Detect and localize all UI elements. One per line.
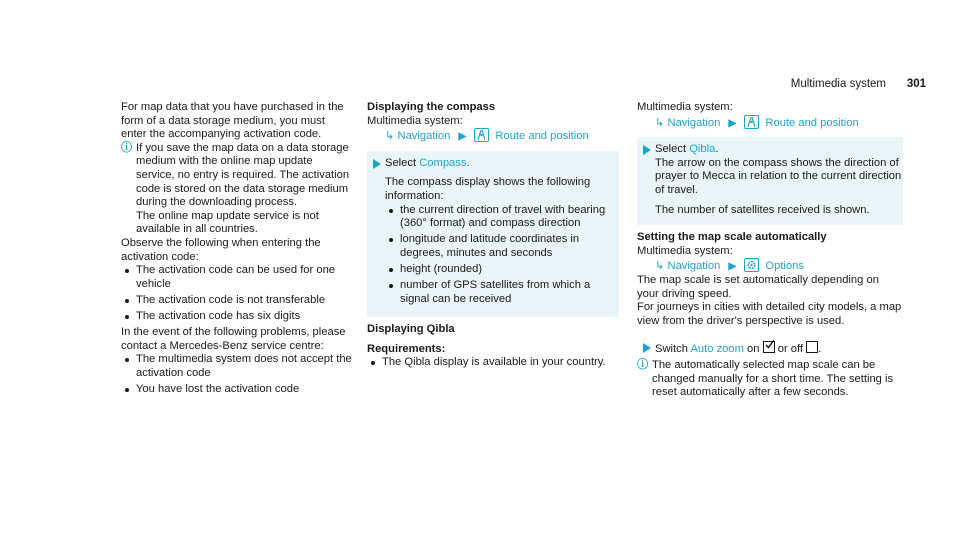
step-arrow-icon [373,159,381,169]
list-item: longitude and latitude coordinates in degrees, minutes and seconds [385,233,619,260]
select-instruction: Select Compass. [385,156,470,169]
page-number: 301 [906,78,926,90]
system-label-2: Multimedia system: [637,244,733,257]
satellite-text: The number of satellites received is shown. [655,203,870,216]
requirements-label: Requirements: [367,342,446,355]
navigation-link[interactable]: Navigation [667,116,721,129]
chevron-right-icon: ▶ [458,131,467,143]
display-text: The compass display shows the following information: [385,176,591,202]
step-block [367,151,619,317]
route-icon [744,115,759,129]
route-position-link[interactable]: Route and position [495,130,589,143]
observe-paragraph: Observe the following when entering the activation code: [121,236,321,263]
chevron-right-icon: ▶ [728,117,737,129]
list-item: number of GPS satellites from which a signal can be received [385,279,619,306]
system-label: Multimedia system: [637,101,733,113]
list-item: The Qibla display is available in your country. [367,356,619,370]
intro-paragraph: For map data that you have purchased in the form of a data storage medium, you must enter the accompanying activation code. [121,101,344,141]
route-icon [474,128,489,142]
navigation-link[interactable]: Navigation [397,130,451,143]
journeys-text: For journeys in cities with detailed city models, a map view from the driver's perspective is used. [637,301,902,327]
options-link[interactable]: Options [765,260,804,273]
problem-list [121,353,353,396]
navigation-link[interactable]: Navigation [667,260,721,273]
auto-text: The map scale is set automatically depending on your driving speed. [637,273,879,300]
info-note [121,142,353,237]
step-block [637,137,903,225]
section-title: Multimedia system [790,78,886,90]
switch-instruction: Switch Auto zoom on or off . [655,341,903,357]
list-item: height (rounded) [385,263,619,277]
path-arrow-icon: ↳ [385,130,395,143]
column-3 [637,101,903,400]
requirements-list [367,356,619,370]
checked-box-icon [763,341,775,353]
column-1 [121,101,353,399]
list-item: The activation code is not transferable [121,294,353,308]
system-label: Multimedia system: [367,114,463,127]
auto-zoom-link[interactable]: Auto zoom [690,343,744,356]
qibla-heading: Displaying Qibla [367,323,455,336]
arrow-text: The arrow on the compass shows the direction of prayer to Mecca in relation to the current direction of travel. [655,156,902,196]
step-block-2 [637,335,903,359]
gear-icon [744,258,759,272]
menu-path-2 [637,258,903,274]
list-item: The activation code has six digits [121,310,353,324]
select-instruction: Select Qibla. [655,143,719,156]
activation-list [121,264,353,324]
info-icon: ⓘ [637,358,649,371]
list-item: the current direction of travel with bearing (360° format) and compass direction [385,204,619,231]
note-text-2: The online map update service is not available in all countries. [136,209,319,236]
info-icon: ⓘ [121,141,133,154]
chevron-right-icon: ▶ [728,261,737,273]
list-item: The multimedia system does not accept the activation code [121,353,353,380]
menu-path [637,115,903,131]
route-position-link[interactable]: Route and position [765,116,859,129]
map-scale-heading: Setting the map scale automatically [637,231,827,244]
step-arrow-icon [643,145,651,155]
path-arrow-icon: ↳ [655,260,665,273]
event-paragraph: In the event of the following problems, please contact a Mercedes-Benz service centre: [121,326,346,352]
unchecked-box-icon [806,341,818,353]
list-item: You have lost the activation code [121,383,353,397]
note-text: The automatically selected map scale can be changed manually for a short time. The setting is reset automatically after a few seconds. [652,358,894,399]
menu-path [367,128,619,144]
path-arrow-icon: ↳ [655,116,665,129]
info-note [637,359,903,400]
list-item: The activation code can be used for one vehicle [121,264,353,291]
column-2 [367,101,619,372]
compass-link[interactable]: Compass [419,156,467,169]
qibla-link[interactable]: Qibla [689,143,716,156]
compass-info-list [385,204,619,307]
step-arrow-icon [643,343,651,353]
note-text: If you save the map data on a data storage medium with the online map update service, no entry is required. The activation code is stored on the data storage medium during the downloading process. [136,141,350,209]
compass-heading: Displaying the compass [367,101,496,113]
